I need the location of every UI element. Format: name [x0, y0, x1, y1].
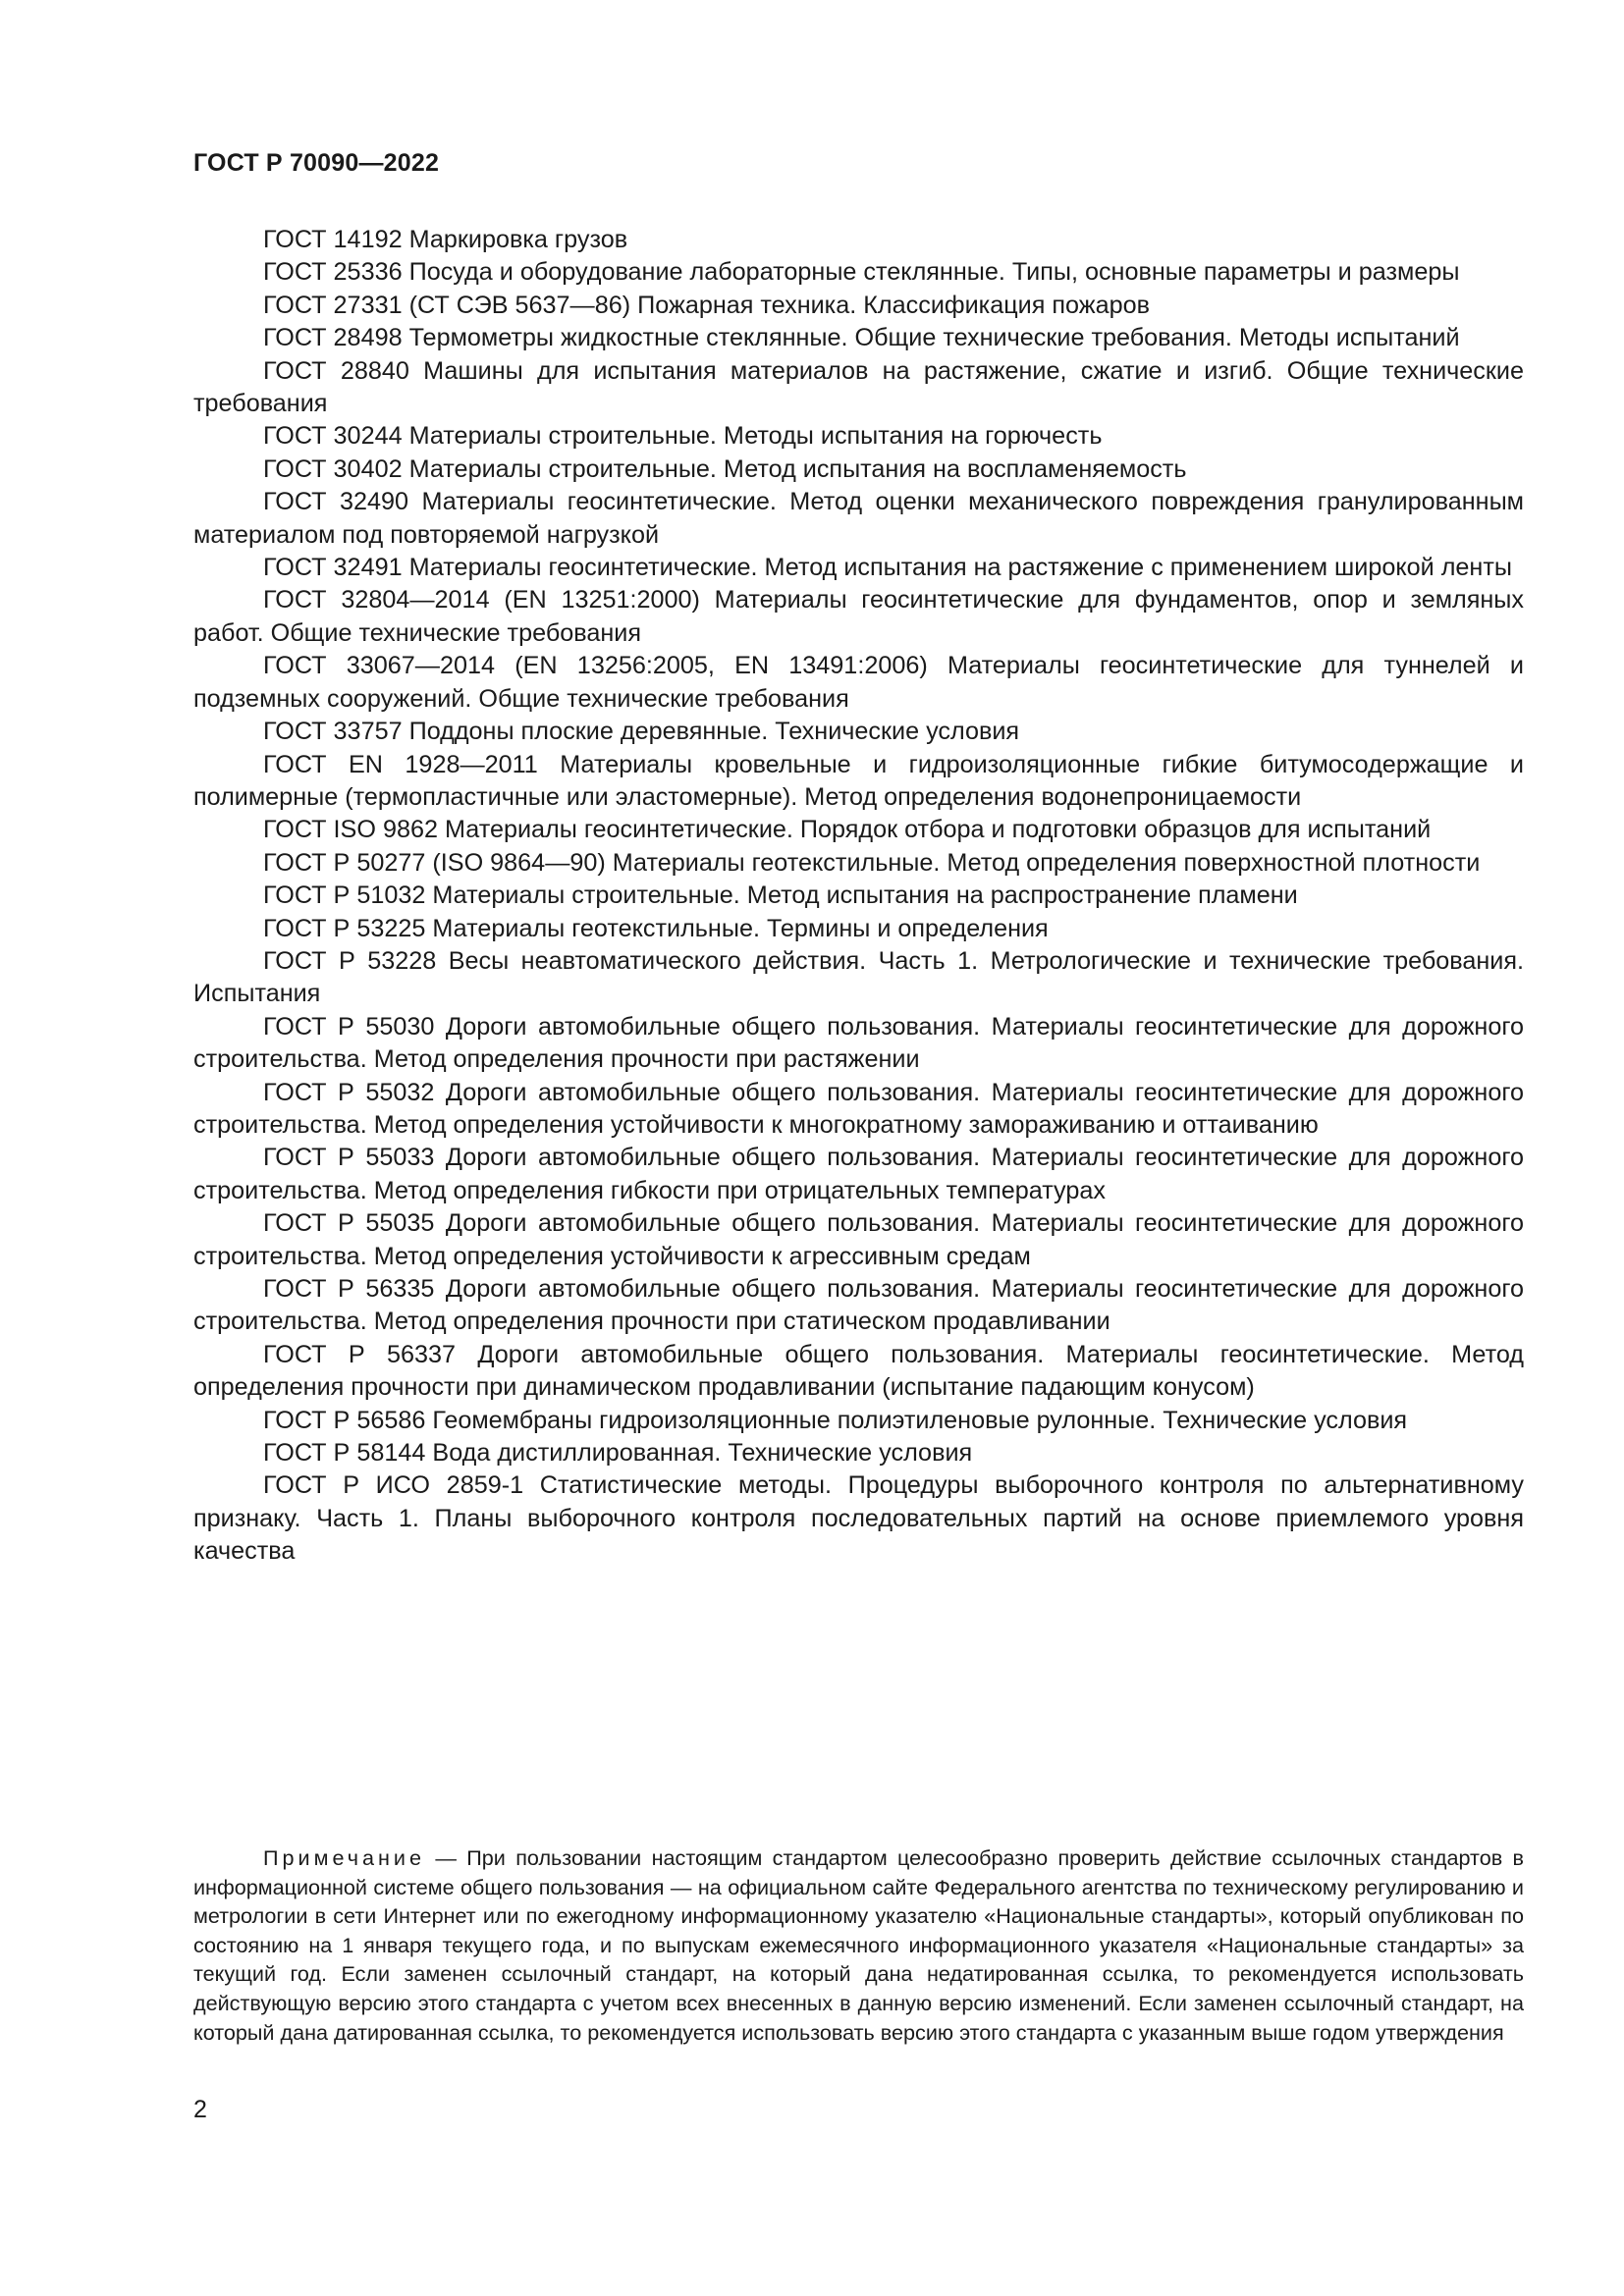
reference-item: ГОСТ Р 53228 Весы неавтоматического действия. Часть 1. Метрологические и технические требования. Испытания: [193, 946, 1524, 1008]
reference-item: ГОСТ 27331 (СТ СЭВ 5637—86) Пожарная техника. Классификация пожаров: [263, 291, 1151, 319]
reference-item: ГОСТ Р 58144 Вода дистиллированная. Технические условия: [263, 1439, 973, 1468]
reference-item: ГОСТ ISO 9862 Материалы геосинтетические. Порядок отбора и подготовки образцов для испытаний: [263, 816, 1432, 844]
note-label: Примечание: [263, 1845, 425, 1870]
reference-item: ГОСТ Р 55035 Дороги автомобильные общего пользования. Материалы геосинтетические для дорожного строительства. Метод определения устойчивости к агрессивным средам: [193, 1209, 1524, 1270]
reference-item: ГОСТ EN 1928—2011 Материалы кровельные и гидроизоляционные гибкие битумосодержащие и полимерные (термопластичные или эластомерные). Метод определения водонепроницаемости: [193, 750, 1524, 811]
reference-item: ГОСТ 28840 Машины для испытания материалов на растяжение, сжатие и изгиб. Общие технические требования: [193, 356, 1524, 418]
reference-item: ГОСТ Р 50277 (ISO 9864—90) Материалы геотекстильные. Метод определения поверхностной плотности: [263, 848, 1481, 877]
reference-item: ГОСТ Р 55032 Дороги автомобильные общего пользования. Материалы геосинтетические для дорожного строительства. Метод определения устойчивости к многократному замораживанию и оттаиванию: [193, 1078, 1524, 1139]
reference-item: ГОСТ 32804—2014 (EN 13251:2000) Материалы геосинтетические для фундаментов, опор и земляных работ. Общие технические требования: [193, 586, 1524, 647]
reference-item: ГОСТ 14192 Маркировка грузов: [263, 226, 628, 253]
reference-item: ГОСТ Р 53225 Материалы геотекстильные. Термины и определения: [263, 914, 1049, 942]
reference-item: ГОСТ Р ИСО 2859-1 Статистические методы. Процедуры выборочного контроля по альтернативному признаку. Часть 1. Планы выборочного контроля последовательных партий на основе приемлемого уровня качества: [193, 1471, 1524, 1566]
reference-item: ГОСТ Р 56586 Геомембраны гидроизоляционные полиэтиленовые рулонные. Технические условия: [263, 1406, 1408, 1434]
note-text: — При пользовании настоящим стандартом целесообразно проверить действие ссылочных стандартов в информационной системе общего пользования — на официальном сайте Федерального агентства по техническому регулированию и метрологии в сети Интернет или по ежегодному информационному указателю «Национальные стандарты», который опубликован по состоянию на 1 января текущего года, и по выпускам ежемесячного информационного указателя «Национальные стандарты» за текущий год. Если заменен ссылочный стандарт, на который дана недатированная ссылка, то рекомендуется использовать действующую версию этого стандарта с учетом всех внесенных в данную версию изменений. Если заменен ссылочный стандарт, на который дана датированная ссылка, то рекомендуется использовать версию этого стандарта с указанным выше годом утверждения: [193, 1845, 1524, 2045]
reference-item: ГОСТ Р 55030 Дороги автомобильные общего пользования. Материалы геосинтетические для дорожного строительства. Метод определения прочности при растяжении: [193, 1012, 1524, 1074]
reference-item: ГОСТ 33757 Поддоны плоские деревянные. Технические условия: [263, 718, 1020, 746]
reference-item: ГОСТ Р 51032 Материалы строительные. Метод испытания на распространение пламени: [263, 881, 1298, 910]
reference-item: ГОСТ 30244 Материалы строительные. Методы испытания на горючесть: [263, 422, 1103, 451]
reference-item: ГОСТ 33067—2014 (EN 13256:2005, EN 13491:2006) Материалы геосинтетические для туннелей и подземных сооружений. Общие технические требования: [193, 652, 1524, 713]
page-number: 2: [193, 2096, 207, 2123]
reference-item: ГОСТ 25336 Посуда и оборудование лабораторные стеклянные. Типы, основные параметры и размеры: [263, 258, 1460, 287]
reference-item: ГОСТ Р 56335 Дороги автомобильные общего пользования. Материалы геосинтетические для дорожного строительства. Метод определения прочности при статическом продавливании: [193, 1275, 1524, 1336]
reference-item: ГОСТ 28498 Термометры жидкостные стеклянные. Общие технические требования. Методы испытаний: [263, 324, 1460, 352]
note-paragraph: [193, 1843, 1524, 2047]
normative-references-list: [193, 224, 1524, 1569]
reference-item: ГОСТ 32491 Материалы геосинтетические. Метод испытания на растяжение с применением широкой ленты: [263, 554, 1512, 582]
reference-item: ГОСТ 32490 Материалы геосинтетические. Метод оценки механического повреждения гранулированным материалом под повторяемой нагрузкой: [193, 488, 1524, 549]
document-header: ГОСТ Р 70090—2022: [193, 149, 440, 177]
reference-item: ГОСТ Р 56337 Дороги автомобильные общего пользования. Материалы геосинтетические. Метод определения прочности при динамическом продавливании (испытание падающим конусом): [193, 1340, 1524, 1402]
reference-item: ГОСТ 30402 Материалы строительные. Метод испытания на воспламеняемость: [263, 454, 1187, 483]
reference-item: ГОСТ Р 55033 Дороги автомобильные общего пользования. Материалы геосинтетические для дорожного строительства. Метод определения гибкости при отрицательных температурах: [193, 1144, 1524, 1204]
